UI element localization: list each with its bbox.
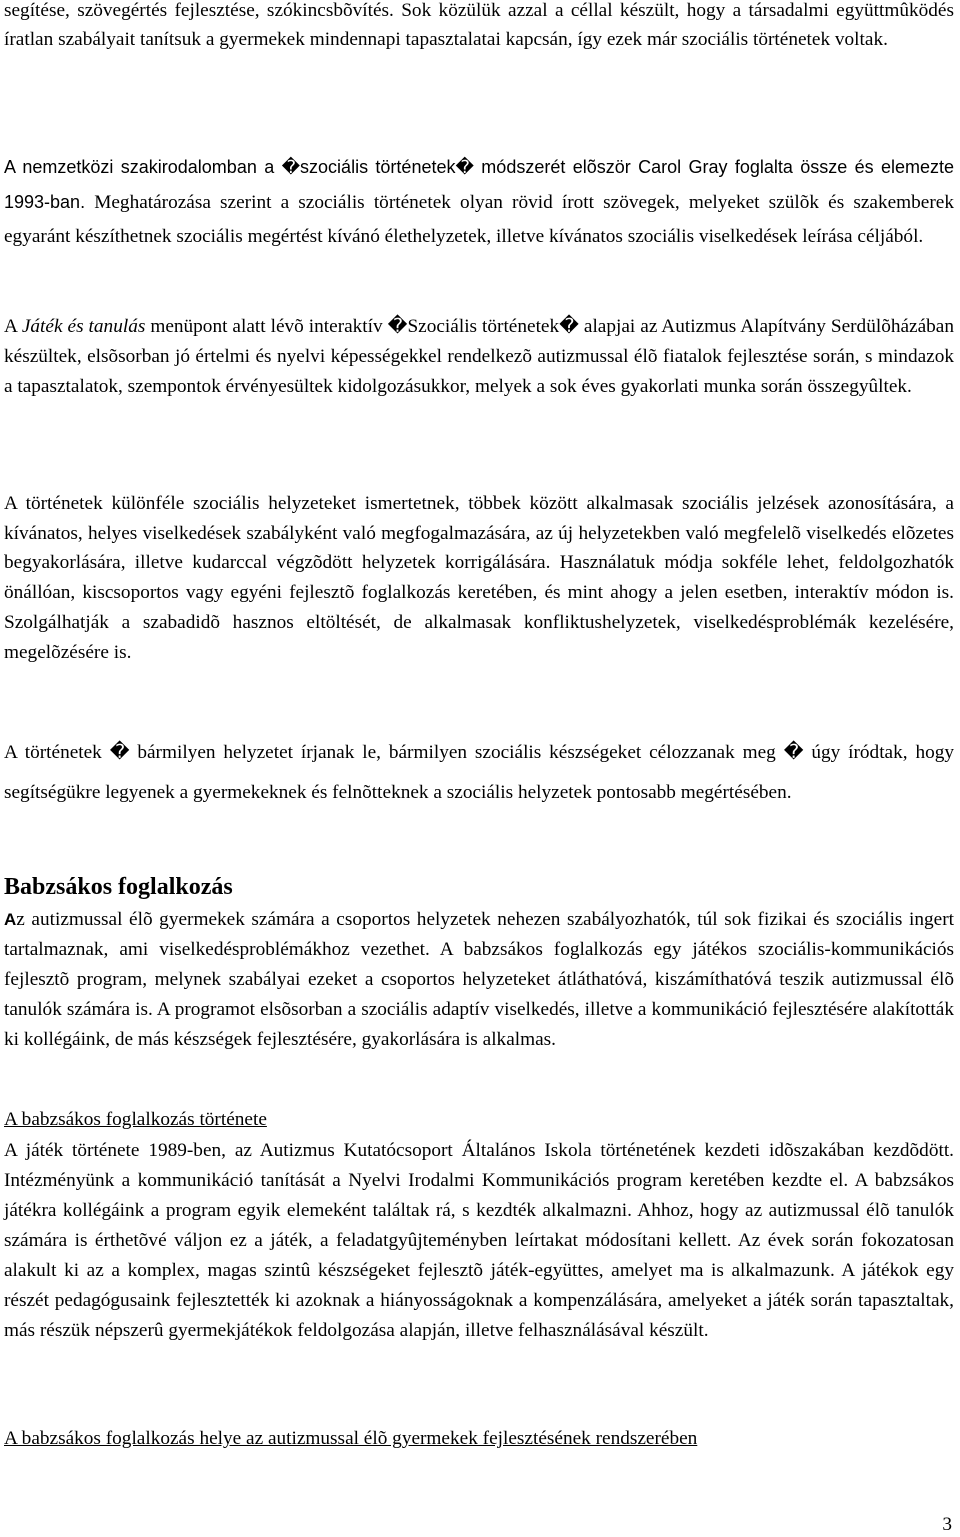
paragraph-interactive-stories xyxy=(4,311,954,402)
text-run: A történetek xyxy=(4,742,110,763)
text-run: alapjai az Autizmus Alapítvány Serdülõházában készültek, elsõsorban jó értelmi és nyelvi képességekkel rendelkezõ autizmussal élõ fiatalok fejlesztése során, s mindazok a tapasztalatok, szempontok érvényesültek kidolgozásukkor, melyek a sok éves gyakorlati munka során összegyûltek. xyxy=(4,316,954,397)
text-run: úgy íródtak, hogy segítségükre legyenek a gyermekeknek és felnõtteknek a szociális helyzetek pontosabb megértésében. xyxy=(4,742,955,803)
text-run: A nemzetközi szakirodalomban a xyxy=(4,157,282,177)
menu-name: Játék és tanulás xyxy=(21,316,146,337)
replacement-char: � xyxy=(387,314,408,337)
paragraph-beanbag-intro xyxy=(4,905,954,1055)
text-run: szociális történetek xyxy=(300,157,456,177)
paragraph-history: A játék története 1989-ben, az Autizmus Kutatócsoport Általános Iskola történetének kezdeti idõszakában kezdõdött. Intézményünk a kommunikáció tanítását a Nyelvi Irodalmi Kommunikációs program keretében kezdte el. A babzsákos játékra kollégáink a program egyik elemeként találtak rá, s kezdték alkalmazni. Ahhoz, hogy az autizmussal élõ tanulók számára is érthetõvé váljon ez a játék, a feladatgyûjteményben leírtakat módosítani kellett. Az évek során fokozatosan alakult ki az a komplex, magas szintû készségeket fejlesztõ játék-együttes, amelyet ma is alkalmazunk. A játékok egy részét pedagógusaink fejlesztették ki azoknak a hiányosságoknak a kompenzálására, amelyeket a játék során tapasztaltak, más részük népszerû gyermekjátékok feldolgozása alapján, illetve felhasználásával készült. xyxy=(4,1140,954,1341)
text-run: A xyxy=(4,316,22,337)
initial-letter: A xyxy=(4,910,17,929)
text-run: bármilyen helyzetet írjanak le, bármilyen szociális készségeket célozzanak meg xyxy=(129,742,784,763)
replacement-char: � xyxy=(455,157,474,178)
replacement-char: � xyxy=(783,740,804,763)
text-run: Meghatározása szerint a szociális történetek olyan rövid írott szövegek, melyeket szülõk és szakemberek egyaránt készíthetnek szociális megértést kívánó élethelyzetek, illetve kívánatos szociális viselkedések leírása céljából. xyxy=(4,192,954,247)
text-run: módszerét elõször Carol Gray foglalta össze és elemezte 1993-ban. xyxy=(4,157,955,212)
text-run: Szociális történetek xyxy=(407,316,560,337)
replacement-char: � xyxy=(281,157,301,178)
text-run: menüpont alatt lévõ interaktív xyxy=(145,316,388,337)
paragraph-social-stories-origin xyxy=(4,150,954,254)
paragraph-story-uses: A történetek különféle szociális helyzeteket ismertetnek, többek között alkalmasak szociális jelzések azonosítására, a kívánatos, helyes viselkedések szabályként való megfogalmazására, az új helyzetekben való megfelelõ viselkedés elõzetes begyakorlására, illetve kudarccal végzõdött helyzetek korrigálására. Használatuk módja sokféle lehet, feldolgozhatók önállóan, kiscsoportos vagy egyéni fejlesztõ foglalkozás keretében, és mint ahogy a jelen esetben, interaktív módon is. Szolgálhatják a szabadidõ hasznos eltöltését, de alkalmasak konfliktushelyzetek, viselkedésproblémák kezelésére, megelõzésére is. xyxy=(4,493,954,663)
subheading-history: A babzsákos foglalkozás története xyxy=(4,1109,267,1130)
text-run: z autizmussal élõ gyermekek számára a csoportos helyzetek nehezen szabályozhatók, túl sok fizikai és szociális ingert tartalmaznak, ami viselkedésproblémákhoz vezethet. A babzsákos foglalkozás egy játékos szociális-kommunikációs fejlesztõ program, melynek szabályai ezeket a csoportos helyzeteket átláthatóvá, kiszámíthatóvá teszik autizmussal élõ tanulók számára is. A programot elsõsorban a szociális adaptív viselkedés, illetve a kommunikáció fejlesztésére alakították ki kollégáink, de más készségek fejlesztésére, gyakorlására is alkalmas. xyxy=(4,909,954,1050)
subheading-place-in-system: A babzsákos foglalkozás helye az autizmussal élõ gyermekek fejlesztésének rendszerében xyxy=(4,1428,698,1449)
paragraph-story-purpose xyxy=(4,732,954,813)
paragraph-intro: segítése, szövegértés fejlesztése, szókincsbõvítés. Sok közülük azzal a céllal készült, hogy a társadalmi együttmûködés íratlan szabályait tanítsuk a gyermekek mindennapi tapasztalatai kapcsán, így ezek már szociális történetek voltak. xyxy=(4,0,954,51)
replacement-char: � xyxy=(109,740,130,763)
replacement-char: � xyxy=(559,314,579,337)
page-number: 3 xyxy=(942,1514,952,1535)
section-heading: Babzsákos foglalkozás xyxy=(4,874,233,900)
